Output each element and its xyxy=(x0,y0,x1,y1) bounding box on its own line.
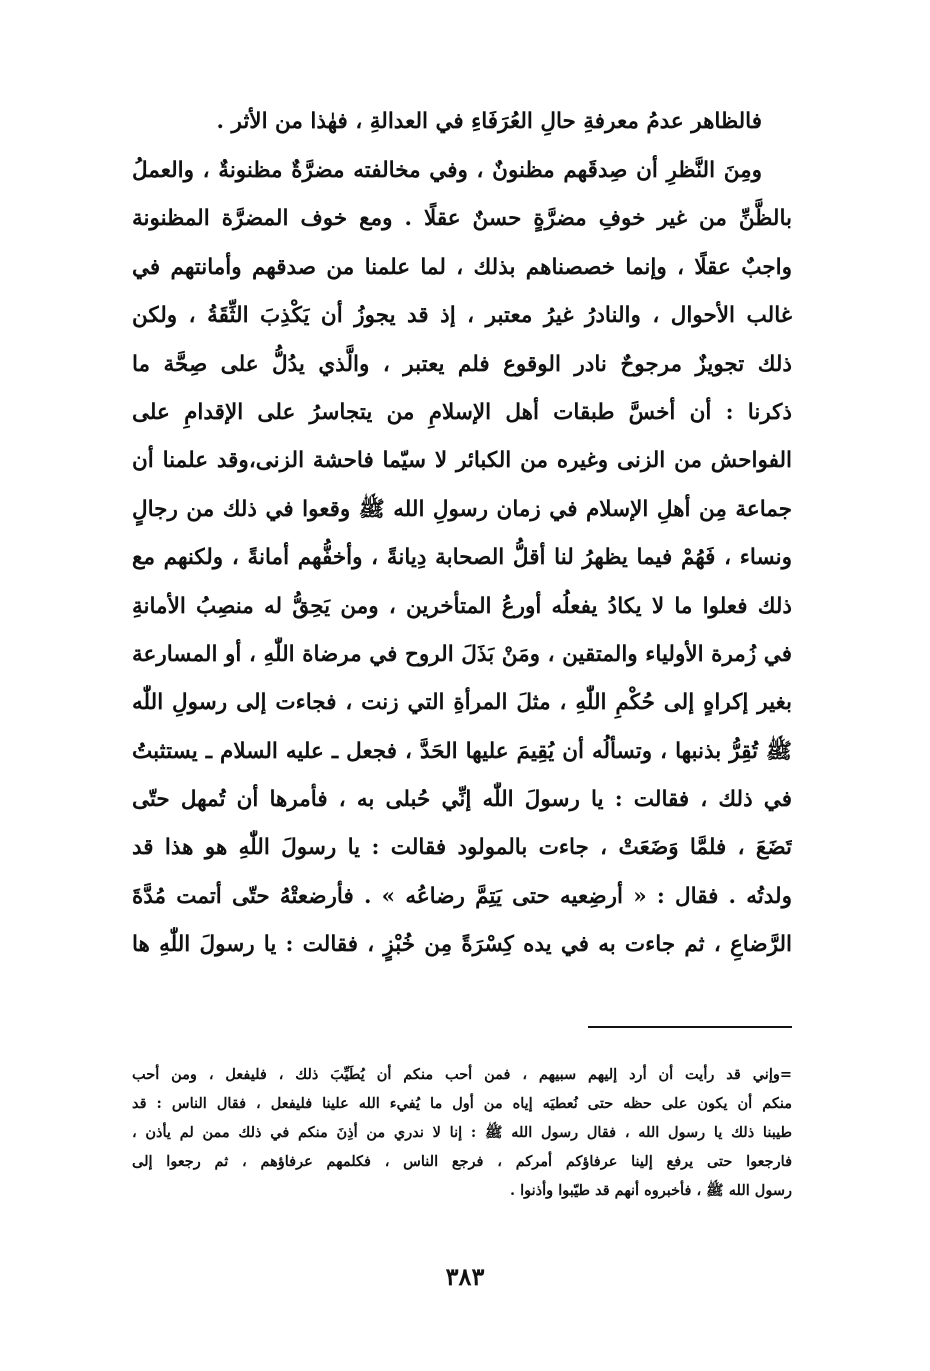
text-line: بغير إكراهٍ إلى حُكْمِ اللّٰهِ ، مثلَ المرأةِ التي زنت ، فجاءت إلى رسولِ اللّٰه xyxy=(132,690,792,716)
page-number: ٣٨٣ xyxy=(445,1262,485,1291)
text-line: ومِنَ النَّظرِ أن صِدقَهم مظنونٌ ، وفي مخالفته مضرَّةٌ مظنونةٌ ، والعملُ xyxy=(132,158,762,183)
text-line: جماعة مِن أهلِ الإسلام في زمان رسولِ الله ﷺ وقعوا في ذلك من رجالٍ xyxy=(132,496,792,522)
footnote-line: =وإني قد رأيت أن أرد إليهم سبيهم ، فمن أحب منكم أن يُطَيِّبَ ذلك ، فليفعل ، ومن أحب xyxy=(132,1066,792,1083)
footnote-line: منكم أن يكون على حظه حتى نُعطيَه إياه من أول ما يُفيء الله علينا فليفعل ، فقال الناس : قد xyxy=(132,1095,792,1112)
text-line: تَضَعَ ، فلمَّا وَضَعَتْ ، جاءت بالمولود فقالت : يا رسولَ اللّٰهِ هو هذا قد xyxy=(132,835,792,861)
footnote-line: فارجعوا حتى يرفع إلينا عرفاؤكم أمركم ، فرجع الناس ، فكلمهم عرفاؤهم ، ثم رجعوا إلى xyxy=(132,1153,792,1170)
text-line: بالظَّنِّ من غير خوفِ مضرَّةٍ حسنٌ عقلًا . ومع خوف المضرَّة المظنونة xyxy=(132,206,792,232)
footnote-divider xyxy=(588,1026,792,1028)
text-line: الفواحش من الزنى وغيره من الكبائر لا سيّما فاحشة الزنى،وقد علمنا أن xyxy=(132,448,792,474)
footnote-line: طيبنا ذلك يا رسول الله ، فقال رسول الله ﷺ : إنا لا ندري من أذِنَ منكم في ذلك ممن لم يأذن ، xyxy=(132,1124,792,1141)
footnote xyxy=(132,1060,792,1205)
main-text xyxy=(132,147,792,970)
text-line: ولدتُه . فقال : « أرضِعيه حتى يَتِمَّ رضاعُه » . فأرضعتْهُ حتّى أتمت مُدَّةَ xyxy=(132,883,792,909)
footnote-line: رسول الله ﷺ ، فأخبروه أنهم قد طيّبوا وأذنوا . xyxy=(510,1182,792,1199)
text-line: ذلك تجويزٌ مرجوحٌ نادر الوقوع فلم يعتبر ، والَّذي يدُلُّ على صِحَّة ما xyxy=(132,351,792,377)
text-line: غالب الأحوال ، والنادرُ غيرُ معتبر ، إذ قد يجوزُ أن يَكْذِبَ الثِّقَةُ ، ولكن xyxy=(132,303,792,329)
text-line: واجبٌ عقلًا ، وإنما خصصناهم بذلك ، لما علمنا من صدقهم وأمانتهم في xyxy=(132,254,792,280)
text-line: ذكرنا : أن أخسَّ طبقات أهل الإسلامِ من يتجاسرُ على الإقدامِ على xyxy=(132,399,792,425)
text-line: ونساء ، فَهُمْ فيما يظهرُ لنا أقلُّ الصحابة دِيانةً ، وأخفُّهم أمانةً ، ولكنهم مع xyxy=(132,545,792,571)
text-line: ذلك فعلوا ما لا يكادُ يفعلُه أورعُ المتأخرين ، ومن يَحِقُّ له منصِبُ الأمانةِ xyxy=(132,593,792,619)
text-line: في ذلك ، فقالت : يا رسولَ اللّٰه إنِّي حُبلى به ، فأمرها أن تُمهل حتّى xyxy=(132,787,792,813)
text-line: في زُمرة الأولياء والمتقين ، ومَنْ بَذَلَ الروح في مرضاة اللّٰهِ ، أو المسارعة xyxy=(132,641,792,667)
text-line: ﷺ تُقِرُّ بذنبها ، وتسألُه أن يُقِيمَ عليها الحَدَّ ، فجعل ـ عليه السلام ـ يستثبتُ xyxy=(132,738,792,764)
text-line: الرَّضاعِ ، ثم جاءت به في يده كِسْرَةً مِن خُبْزٍ ، فقالت : يا رسولَ اللّٰهِ ها xyxy=(132,932,792,958)
opening-line: فالظاهر عدمُ معرفةِ حالِ العُرَفَاءِ في العدالةِ ، فهٰذا من الأثر . xyxy=(216,109,762,134)
